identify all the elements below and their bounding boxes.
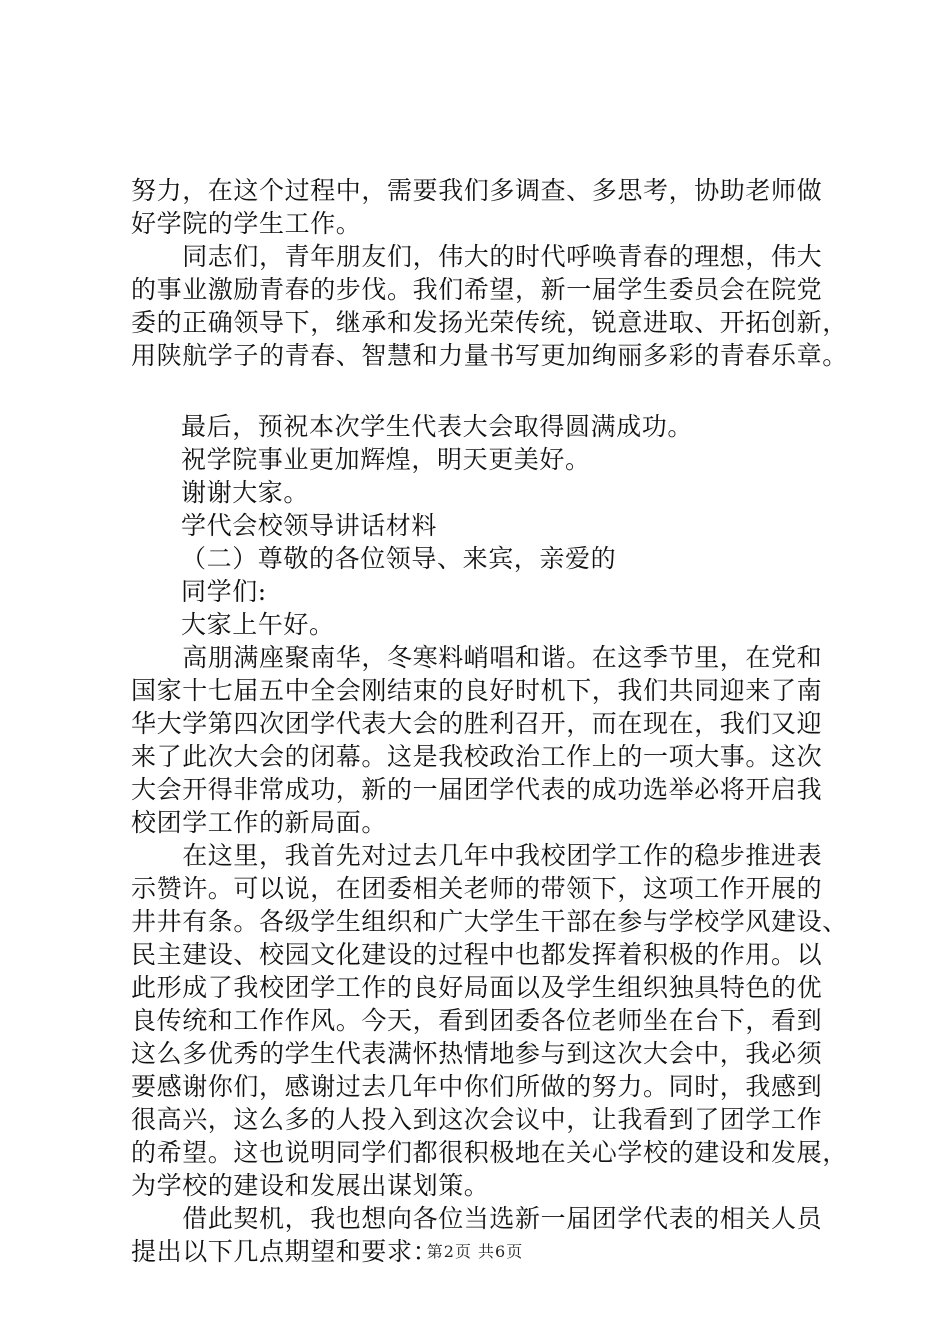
text-line: 提出以下几点期望和要求： [131,1237,439,1266]
text-line: 示赞许。可以说，在团委相关老师的带领下，这项工作开展的 [131,874,823,903]
text-line: 用陕航学子的青春、智慧和力量书写更加绚丽多彩的青春乐章。 [131,341,848,370]
text-line: 同学们: [181,577,267,606]
text-line: 很高兴，这么多的人投入到这次会议中，让我看到了团学工作 [131,1105,823,1134]
text-line: 井井有条。各级学生组织和广大学生干部在参与学校学风建设、 [131,907,848,936]
page-number-footer: 第2页 共6页 [426,1242,524,1261]
document-subtitle: 学代会校领导讲话材料 [181,511,438,540]
text-line: 祝学院事业更加辉煌，明天更美好。 [181,445,591,474]
text-line: 委的正确领导下，继承和发扬光荣传统，锐意进取、开拓创新， [131,308,848,337]
text-line: 国家十七届五中全会刚结束的良好时机下，我们共同迎来了南 [131,676,823,705]
text-line: 大家上午好。 [181,610,335,639]
text-line: 此形成了我校团学工作的良好局面以及学生组织独具特色的优 [131,973,823,1002]
paragraph-block-3 [131,641,848,1268]
text-line: 校团学工作的新局面。 [131,808,388,837]
text-line: 在这里，我首先对过去几年中我校团学工作的稳步推进表 [131,841,823,870]
document-body [131,174,848,1268]
text-line: 谢谢大家。 [181,478,310,507]
text-line: 良传统和工作作风。今天，看到团委各位老师坐在台下，看到 [131,1006,823,1035]
text-line: 的希望。这也说明同学们都很积极地在关心学校的建设和发展， [131,1138,848,1167]
text-line: 大会开得非常成功，新的一届团学代表的成功选举必将开启我 [131,775,823,804]
text-line: 来了此次大会的闭幕。这是我校政治工作上的一项大事。这次 [131,742,823,771]
text-line: 要感谢你们，感谢过去几年中你们所做的努力。同时，我感到 [131,1072,823,1101]
text-line: 的事业激励青春的步伐。我们希望，新一届学生委员会在院党 [131,275,823,304]
text-line: 最后，预祝本次学生代表大会取得圆满成功。 [181,412,694,441]
text-line: 高朋满座聚南华，冬寒料峭唱和谐。在这季节里，在党和 [131,643,823,672]
text-line: 华大学第四次团学代表大会的胜利召开，而在现在，我们又迎 [131,709,823,738]
text-line: 这么多优秀的学生代表满怀热情地参与到这次大会中，我必须 [131,1039,823,1068]
paragraph-block-2 [131,410,831,641]
text-line: 好学院的学生工作。 [131,209,362,238]
text-line: 借此契机，我也想向各位当选新一届团学代表的相关人员 [131,1204,823,1233]
text-line: 民主建设、校园文化建设的过程中也都发挥着积极的作用。以 [131,940,823,969]
text-line: 努力，在这个过程中，需要我们多调查、多思考，协助老师做 [131,176,823,205]
text-line: 同志们，青年朋友们，伟大的时代呼唤青春的理想，伟大 [131,242,823,271]
text-line: 为学校的建设和发展出谋划策。 [131,1171,490,1200]
paragraph-block-1 [131,174,848,372]
text-line: （二）尊敬的各位领导、来宾，亲爱的 [181,544,617,573]
paragraph-gap [131,372,831,410]
